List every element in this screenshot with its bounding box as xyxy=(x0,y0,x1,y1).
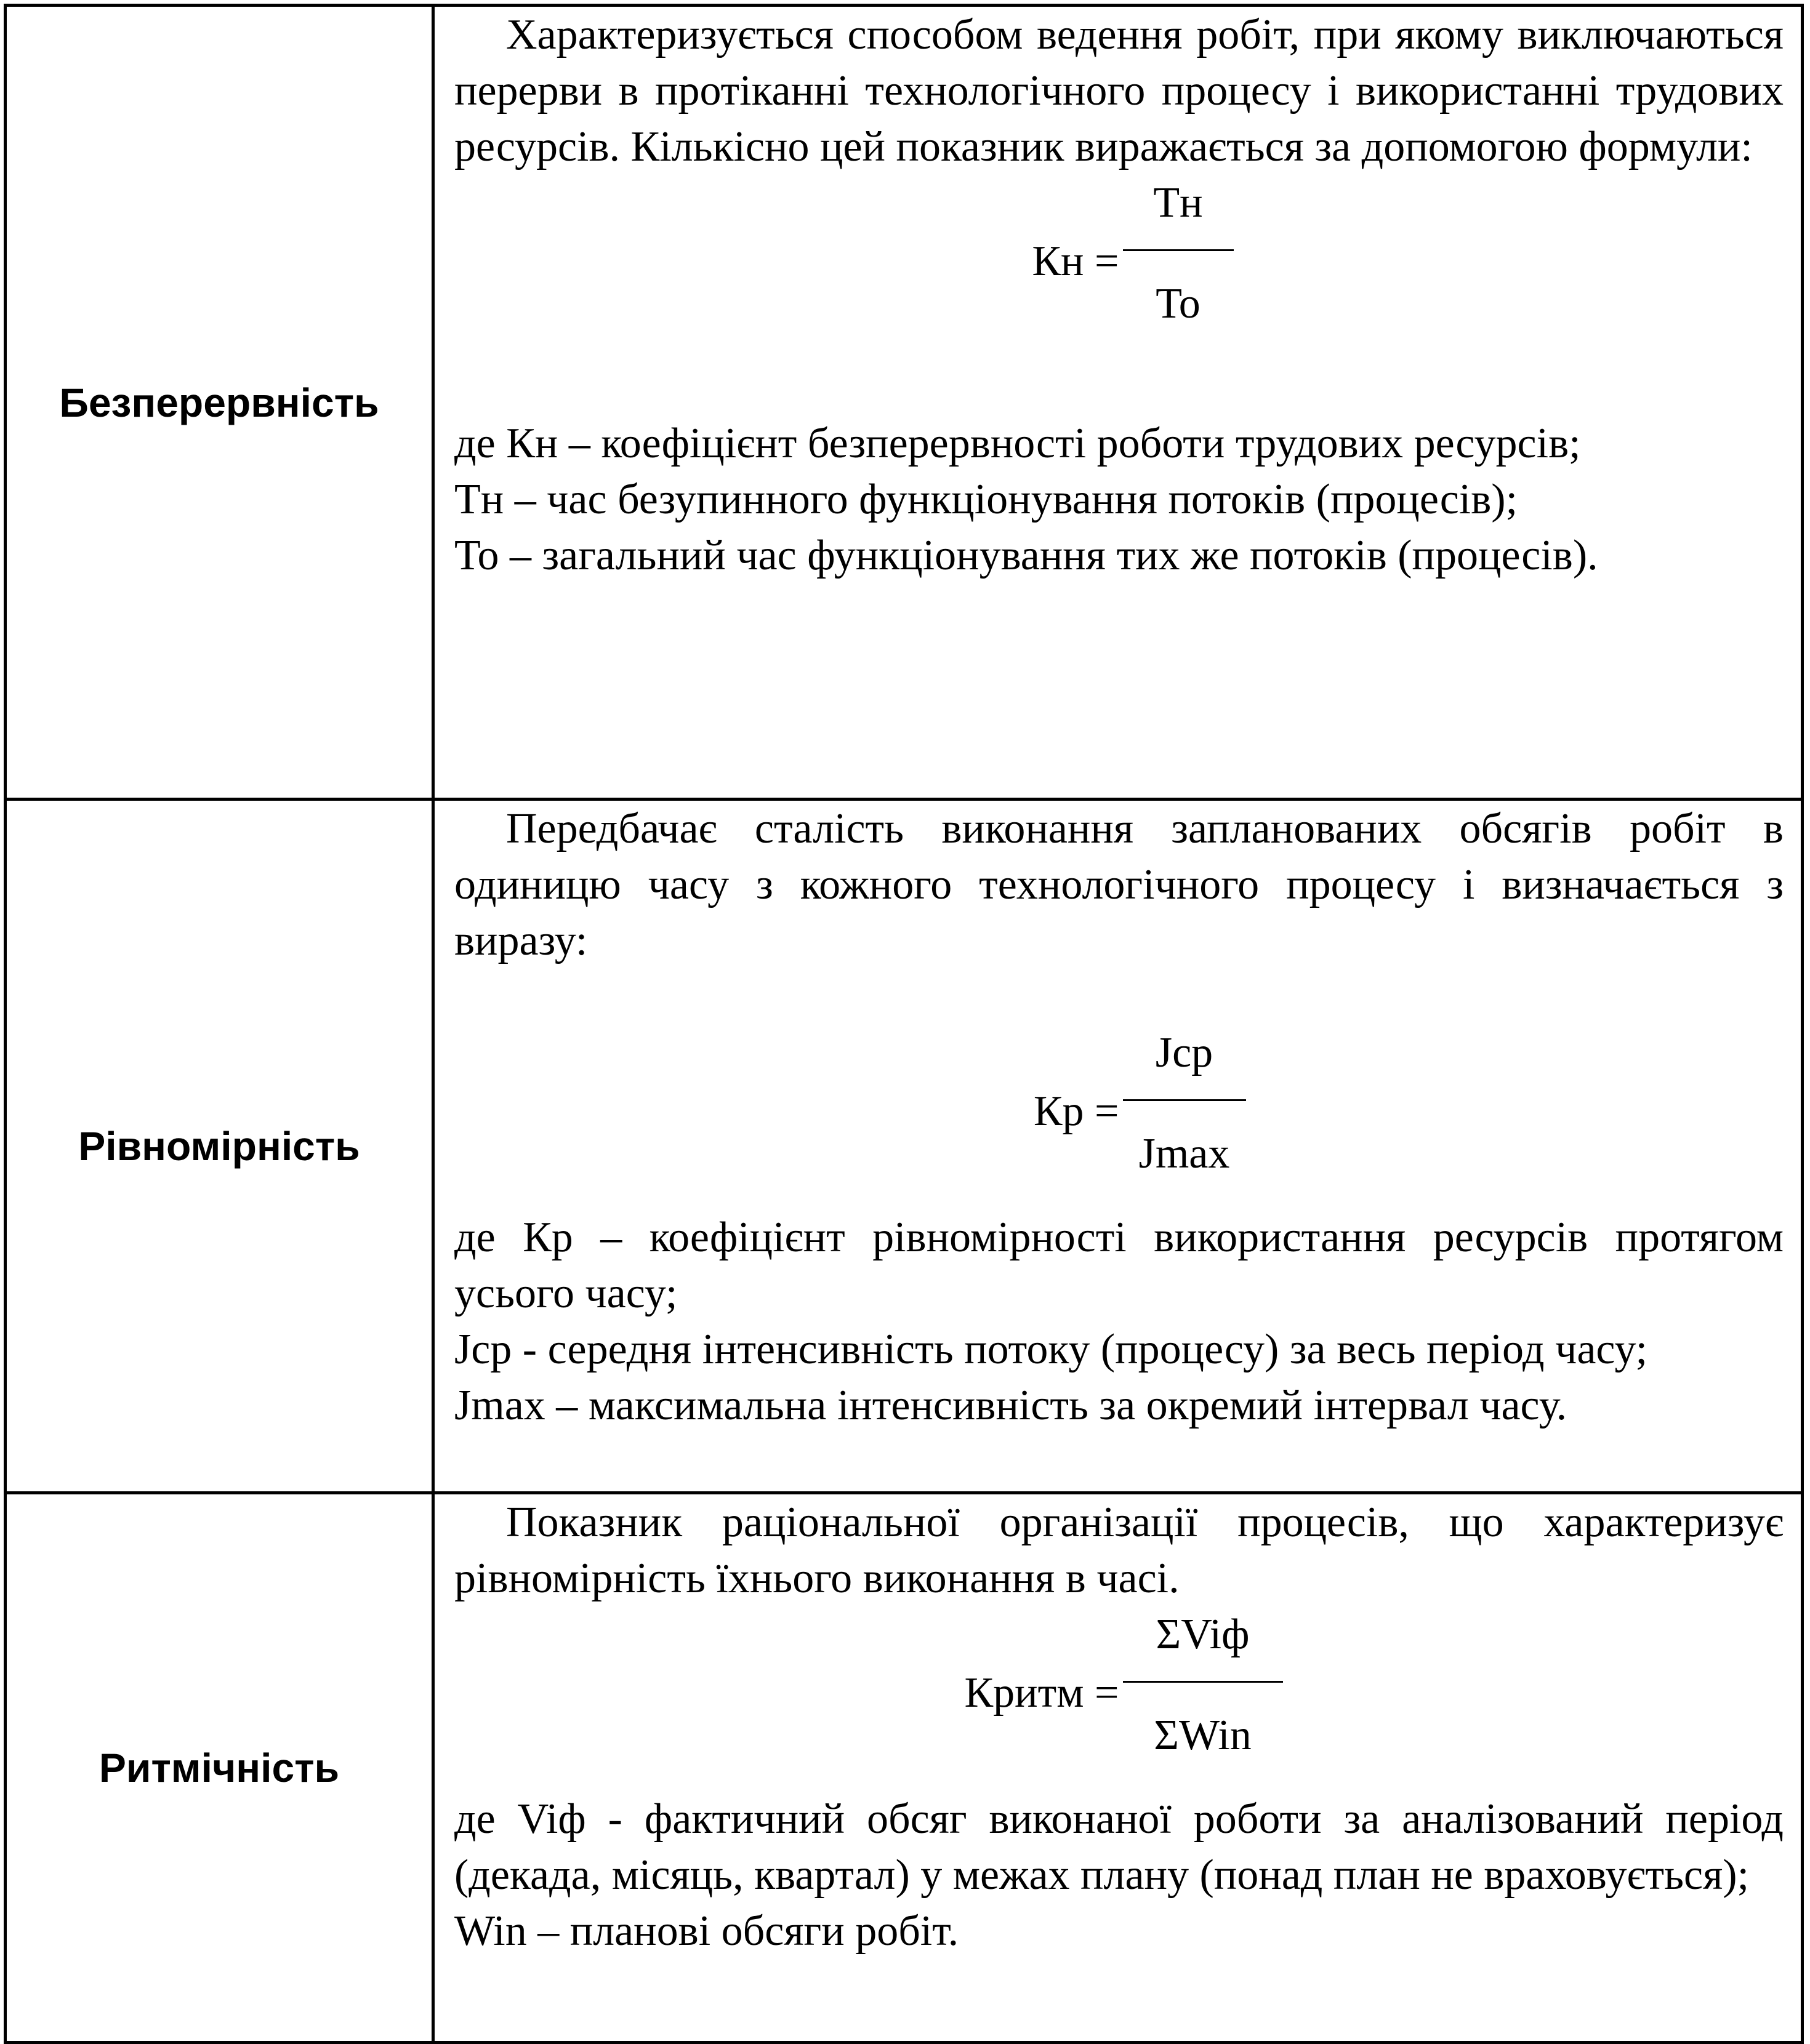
formula xyxy=(454,1606,1784,1791)
formula-lhs: Кр = xyxy=(1033,1088,1119,1135)
fraction xyxy=(1123,1606,1283,1763)
fraction-bar xyxy=(1123,1681,1283,1683)
numerator: Тн xyxy=(1153,179,1203,226)
description-uniformity xyxy=(433,800,1803,1493)
indicators-table xyxy=(4,4,1804,2044)
term-uniformity: Рівномірність xyxy=(6,800,433,1493)
definition-line: Win – планові обсяги робіт. xyxy=(454,1907,959,1955)
definition-line: Тн – час безупинного функціонування потоків (процесів); xyxy=(454,476,1518,523)
intro-text: Характеризується способом ведення робіт, при якому виключаються перерви в протіканні технологічного процесу і використанні трудових ресурсів. Кількісно цей показник виражається за допомогою формули: xyxy=(454,11,1784,170)
table-row xyxy=(6,800,1803,1493)
term-continuity: Безперервність xyxy=(6,6,433,800)
definition-line: То – загальний час функціонування тих же потоків (процесів). xyxy=(454,532,1598,579)
formula-lhs: Критм = xyxy=(964,1669,1119,1717)
definition-line: Jmax – максимальна інтенсивність за окремий інтервал часу. xyxy=(454,1382,1567,1429)
definition-line: де Кн – коефіцієнт безперервності роботи трудових ресурсів; xyxy=(454,420,1581,467)
definition-line: Jср - середня інтенсивність потоку (процесу) за весь період часу; xyxy=(454,1326,1648,1373)
denominator: То xyxy=(1156,280,1201,327)
numerator: Jср xyxy=(1155,1029,1213,1076)
denominator: Jmax xyxy=(1138,1130,1230,1177)
numerator: ΣViф xyxy=(1156,1611,1250,1658)
intro-text: Показник раціональної організації процесів, що характеризує рівномірність їхнього виконання в часі. xyxy=(454,1499,1784,1602)
fraction-bar xyxy=(1123,1099,1246,1101)
formula-lhs: Кн = xyxy=(1032,238,1119,285)
table-row xyxy=(6,1493,1803,2043)
intro-text: Передбачає сталість виконання запланованих обсягів робіт в одиницю часу з кожного технологічного процесу і визначається з виразу: xyxy=(454,805,1784,964)
formula xyxy=(454,175,1784,359)
fraction-bar xyxy=(1123,249,1234,251)
denominator: ΣWin xyxy=(1154,1712,1252,1759)
definition-line: де Viф - фактичний обсяг виконаної роботи за аналізований період (декада, місяць, квартал) у межах плану (понад план не враховується); xyxy=(454,1795,1784,1899)
description-continuity xyxy=(433,6,1803,800)
term-rhythm: Ритмічність xyxy=(6,1493,433,2043)
definition-line: де Кр – коефіцієнт рівномірності використання ресурсів протягом усього часу; xyxy=(454,1214,1784,1317)
fraction xyxy=(1123,1025,1246,1182)
description-rhythm xyxy=(433,1493,1803,2043)
fraction xyxy=(1123,175,1234,332)
formula xyxy=(454,1025,1784,1209)
table-row xyxy=(6,6,1803,800)
